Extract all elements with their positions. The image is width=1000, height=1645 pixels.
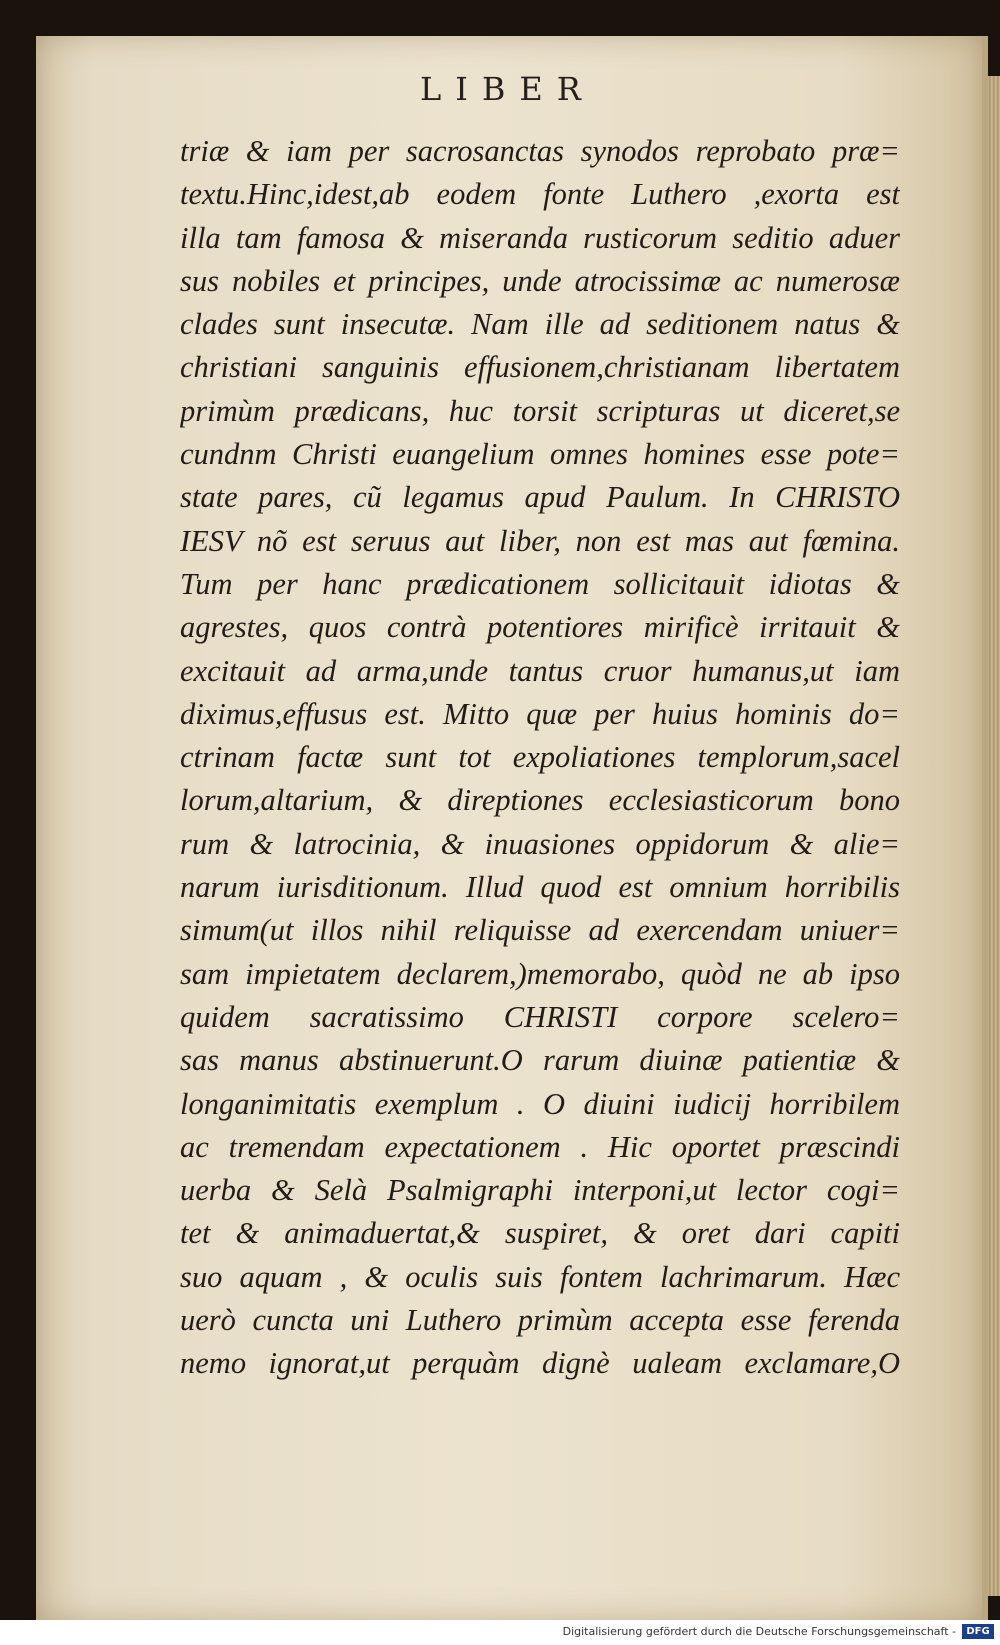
running-head: LIBER <box>420 70 595 108</box>
text-line: illa tam famosa & miseranda rusticorum seditio aduer <box>180 220 900 255</box>
text-line: ac tremendam expectationem . Hic oportet præscindi <box>180 1129 900 1164</box>
text-line: cundnm Christi euangelium omnes homines esse pote= <box>180 437 900 472</box>
text-line: sam impietatem declarem,)memorabo, quòd ne ab ipso <box>180 956 900 991</box>
text-line: rum & latrocinia, & inuasiones oppidorum & alie= <box>180 826 900 861</box>
text-line: Tum per hanc prædicationem sollicitauit idiotas & <box>180 566 900 601</box>
text-line: simum(ut illos nihil reliquisse ad exercendam uniuer= <box>180 913 900 948</box>
text-line: state pares, cũ legamus apud Paulum. In CHRISTO <box>180 480 900 515</box>
text-line: longanimitatis exemplum . O diuini iudicij horribilem <box>180 1086 900 1121</box>
text-line: agrestes, quos contrà potentiores mirificè irritauit & <box>180 610 900 645</box>
text-line: diximus,effusus est. Mitto quæ per huius hominis do= <box>180 696 900 731</box>
text-line: uerba & Selà Psalmigraphi interponi,ut lector cogi= <box>180 1173 900 1208</box>
text-line: uerò cuncta uni Luthero primùm accepta esse ferenda <box>180 1303 900 1338</box>
dfg-logo: DFG <box>962 1624 994 1639</box>
text-line: suo aquam , & oculis suis fontem lachrimarum. Hæc <box>180 1259 900 1294</box>
text-line: textu.Hinc,idest,ab eodem fonte Luthero ,exorta est <box>180 177 900 212</box>
text-line: ctrinam factæ sunt tot expoliationes templorum,sacel <box>180 740 900 775</box>
text-line: IESV nõ est seruus aut liber, non est mas aut fœmina. <box>180 523 900 558</box>
text-line: sus nobiles et principes, unde atrocissimæ ac numerosæ <box>180 263 900 298</box>
footer-bar <box>0 1620 1000 1645</box>
text-line: clades sunt insecutæ. Nam ille ad seditionem natus & <box>180 307 900 342</box>
text-line: sas manus abstinuerunt.O rarum diuinæ patientiæ & <box>180 1043 900 1078</box>
text-line: excitauit ad arma,unde tantus cruor humanus,ut iam <box>180 653 900 688</box>
text-line: narum iurisditionum. Illud quod est omnium horribilis <box>180 870 900 905</box>
text-line: tet & animaduertat,& suspiret, & oret dari capiti <box>180 1216 900 1251</box>
text-block <box>180 130 900 1386</box>
text-line: quidem sacratissimo CHRISTI corpore scelero= <box>180 999 900 1034</box>
text-line: triæ & iam per sacrosanctas synodos reprobato præ= <box>180 134 900 168</box>
text-line: lorum,altarium, & direptiones ecclesiasticorum bono <box>180 783 900 818</box>
footer-credit: Digitalisierung gefördert durch die Deutsche Forschungsgemeinschaft - <box>562 1625 956 1638</box>
page-edge <box>988 76 1000 1596</box>
text-line: primùm prædicans, huc torsit scripturas ut diceret,se <box>180 393 900 428</box>
text-line: nemo ignorat,ut perquàm dignè ualeam exclamare,O <box>180 1346 900 1381</box>
text-line: christiani sanguinis effusionem,christianam libertatem <box>180 350 900 385</box>
